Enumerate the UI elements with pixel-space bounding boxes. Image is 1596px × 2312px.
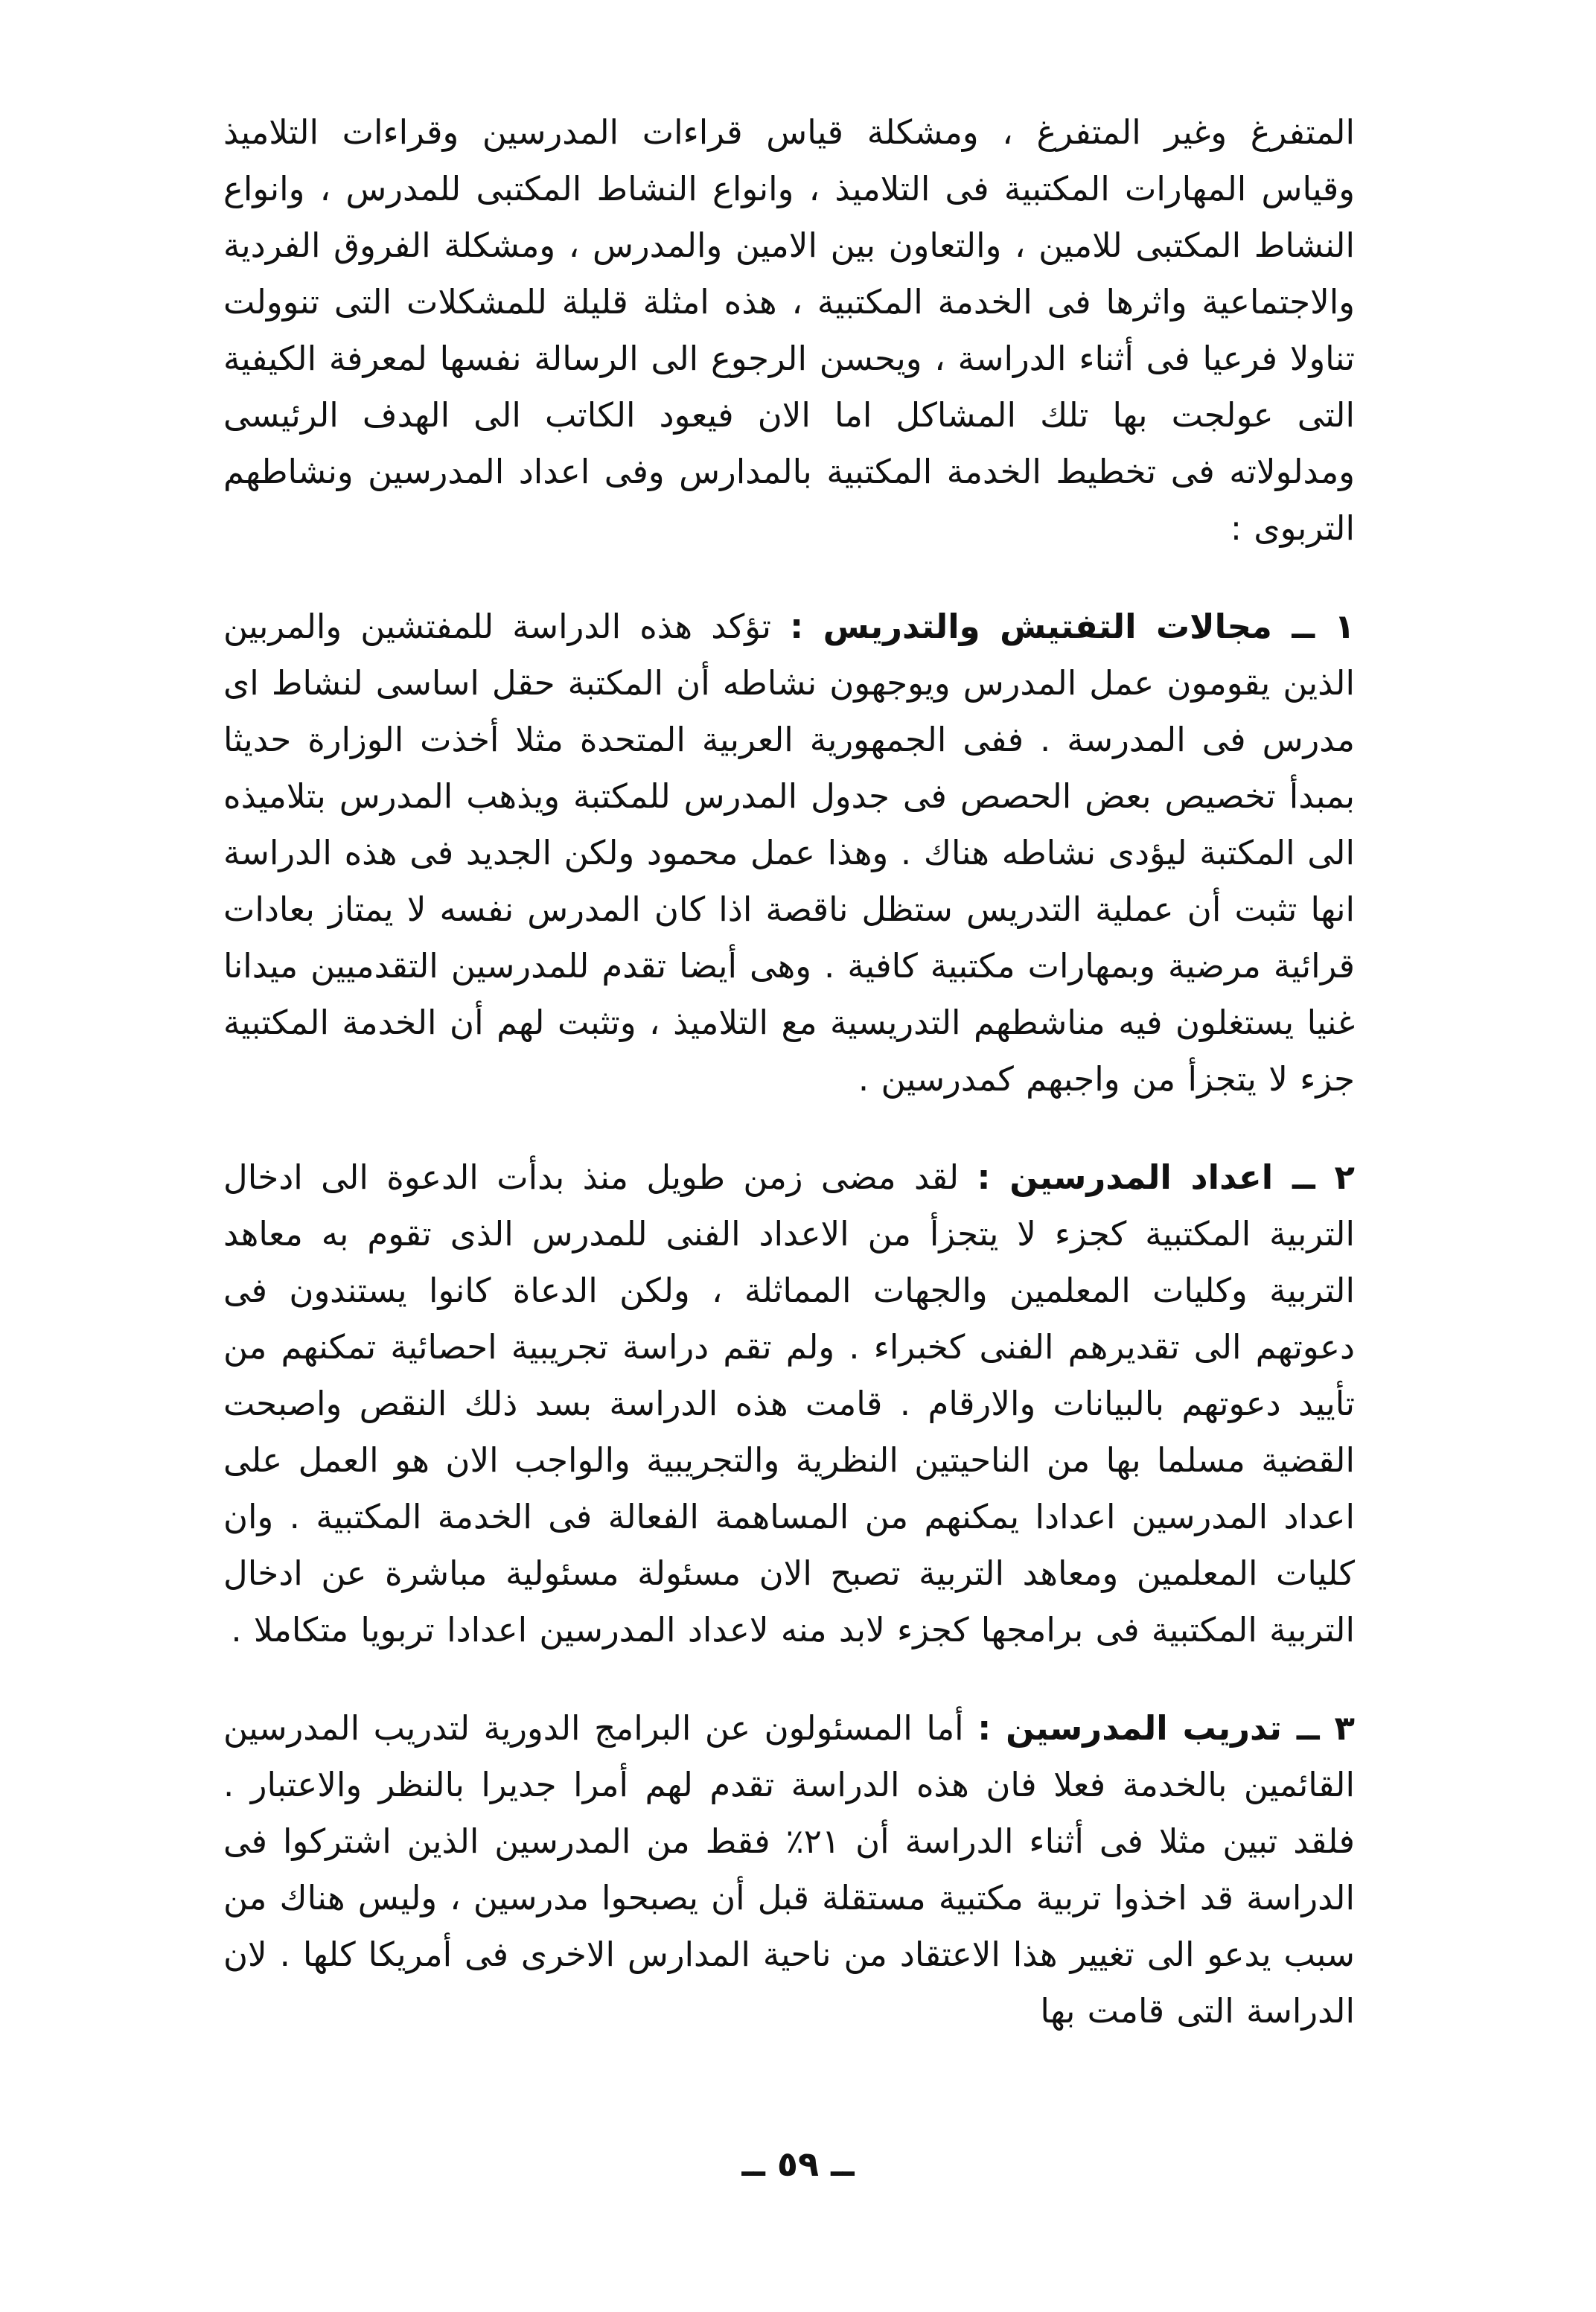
paragraph-teacher-preparation-text: لقد مضى زمن طويل منذ بدأت الدعوة الى ادخال التربية المكتبية كجزء لا يتجزأ من الاعداد الفنى للمدرس الذى تقوم به معاهد التربية وكليات المعلمين والجهات المماثلة ، ولكن الدعاة كانوا يستندون فى دعوتهم الى تقديرهم الفنى كخبراء . ولم تقم دراسة تجريبية احصائية تمكنهم من تأييد دعوتهم بالبيانات والارقام . قامت هذه الدراسة بسد ذلك النقص واصبحت القضية مسلما بها من الناحيتين النظرية والتجريبية والواجب الان هو العمل على اعداد المدرسين اعدادا يمكنهم من المساهمة الفعالة فى الخدمة المكتبية . وان كليات المعلمين ومعاهد التربية تصبح الان مسئولة مسئولية مباشرة عن ادخال التربية المكتبية فى برامجها كجزء لابد منه لاعداد المدرسين اعدادا تربويا متكاملا . bbox=[223, 1157, 1355, 1650]
paragraph-inspection-teaching bbox=[223, 598, 1355, 1108]
heading-teacher-training: ٣ ــ تدريب المدرسين : bbox=[977, 1708, 1356, 1748]
page-number: ــ ٥٩ ــ bbox=[741, 2144, 855, 2184]
heading-teacher-preparation: ٢ ــ اعداد المدرسين : bbox=[977, 1157, 1355, 1197]
paragraph-intro bbox=[223, 104, 1355, 557]
paragraph-teacher-training bbox=[223, 1700, 1355, 2040]
paragraph-teacher-preparation bbox=[223, 1149, 1355, 1658]
document-page bbox=[223, 104, 1355, 2263]
heading-inspection-teaching: ١ ــ مجالات التفتيش والتدريس : bbox=[790, 607, 1355, 646]
paragraph-inspection-teaching-text: تؤكد هذه الدراسة للمفتشين والمربين الذين يقومون عمل المدرس ويوجهون نشاطه أن المكتبة حقل اساسى لنشاط اى مدرس فى المدرسة . ففى الجمهورية العربية المتحدة مثلا أخذت الوزارة حديثا بمبدأ تخصيص بعض الحصص فى جدول المدرس للمكتبة ويذهب المدرس بتلاميذه الى المكتبة ليؤدى نشاطه هناك . وهذا عمل محمود ولكن الجديد فى هذه الدراسة انها تثبت أن عملية التدريس ستظل ناقصة اذا كان المدرس نفسه لا يمتاز بعادات قرائية مرضية وبمهارات مكتبية كافية . وهى أيضا تقدم للمدرسين التقدميين ميدانا غنيا يستغلون فيه مناشطهم التدريسية مع التلاميذ ، وتثبت لهم أن الخدمة المكتبية جزء لا يتجزأ من واجبهم كمدرسين . bbox=[223, 607, 1355, 1099]
paragraph-intro-text: المتفرغ وغير المتفرغ ، ومشكلة قياس قراءات المدرسين وقراءات التلاميذ وقياس المهارات المكتبية فى التلاميذ ، وانواع النشاط المكتبى للمدرس ، وانواع النشاط المكتبى للامين ، والتعاون بين الامين والمدرس ، ومشكلة الفروق الفردية والاجتماعية واثرها فى الخدمة المكتبية ، هذه امثلة قليلة للمشكلات التى تنوولت تناولا فرعيا فى أثناء الدراسة ، ويحسن الرجوع الى الرسالة نفسها لمعرفة الكيفية التى عولجت بها تلك المشاكل اما الان فيعود الكاتب الى الهدف الرئيسى ومدلولاته فى تخطيط الخدمة المكتبية بالمدارس وفى اعداد المدرسين ونشاطهم التربوى : bbox=[223, 112, 1355, 548]
paragraph-teacher-training-text: أما المسئولون عن البرامج الدورية لتدريب المدرسين القائمين بالخدمة فعلا فان هذه الدراسة تقدم لهم أمرا جديرا بالنظر والاعتبار . فلقد تبين مثلا فى أثناء الدراسة أن ٢١٪ فقط من المدرسين الذين اشتركوا فى الدراسة قد اخذوا تربية مكتبية مستقلة قبل أن يصبحوا مدرسين ، وليس هناك من سبب يدعو الى تغيير هذا الاعتقاد من ناحية المدارس الاخرى فى أمريكا كلها . لان الدراسة التى قامت بها bbox=[223, 1708, 1355, 2031]
